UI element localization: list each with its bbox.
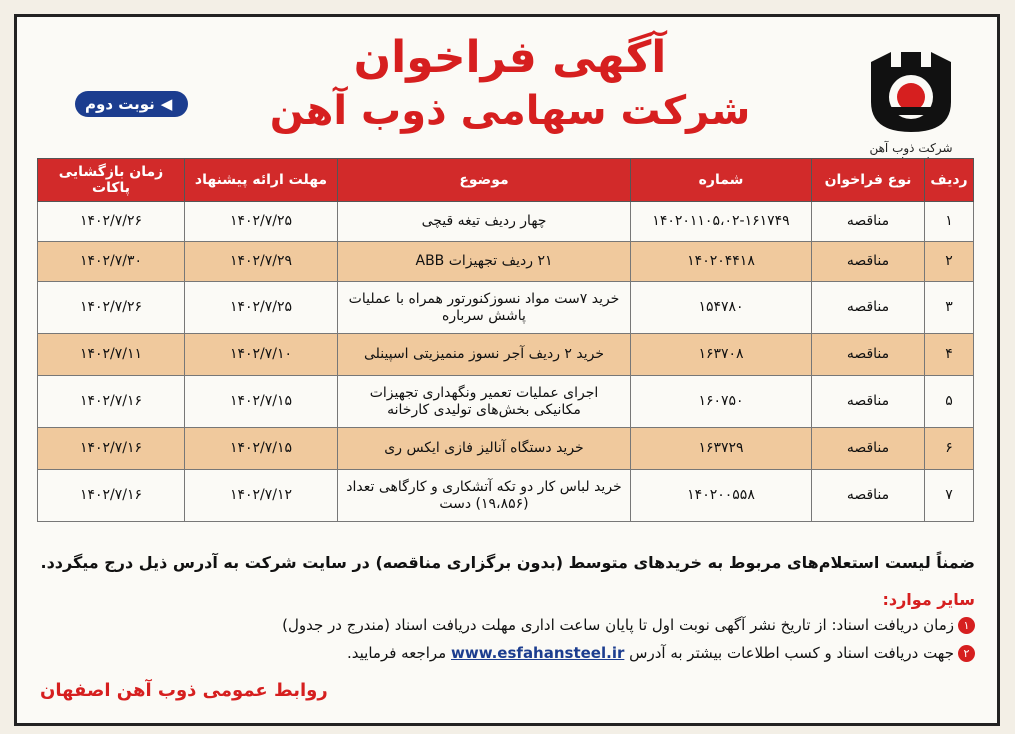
company-logo (851, 47, 971, 157)
header-subject-col: موضوع (338, 159, 631, 202)
esfahan-steel-logo-icon (861, 47, 961, 137)
row-index: ۶ (925, 428, 974, 470)
tender-number: ۱۶۳۷۲۹ (631, 428, 812, 470)
table-row (38, 376, 974, 428)
tender-type: مناقصه (812, 470, 925, 522)
tender-deadline: ۱۴۰۲/۷/۱۰ (185, 334, 338, 376)
tender-subject: خرید ۲ ردیف آجر نسوز منمیزیتی اسپینلی (338, 334, 631, 376)
row-index: ۵ (925, 376, 974, 428)
tender-type: مناقصه (812, 202, 925, 242)
tender-opening: ۱۴۰۲/۷/۱۶ (38, 376, 185, 428)
table-row (38, 428, 974, 470)
tender-deadline: ۱۴۰۲/۷/۱۵ (185, 376, 338, 428)
header-opening-col: زمان بازگشایی پاکات (38, 159, 185, 202)
tender-opening: ۱۴۰۲/۷/۳۰ (38, 242, 185, 282)
tender-type: مناقصه (812, 334, 925, 376)
table-row (38, 282, 974, 334)
row-index: ۴ (925, 334, 974, 376)
title-line2: شرکت سهامی ذوب آهن (269, 88, 751, 134)
tender-opening: ۱۴۰۲/۷/۱۱ (38, 334, 185, 376)
tender-number: ۱۶۳۷۰۸ (631, 334, 812, 376)
tender-opening: ۱۴۰۲/۷/۲۶ (38, 202, 185, 242)
arrow-icon: ◀ (160, 95, 173, 113)
document-address-item (45, 644, 975, 662)
document-time-text: زمان دریافت اسناد: از تاریخ نشر آگهی نوبت اول تا پایان ساعت اداری مهلت دریافت اسناد (مندرج در جدول) (282, 616, 954, 634)
row-index: ۳ (925, 282, 974, 334)
table-header-row (38, 159, 974, 202)
tender-number: ۱۴۰۲۰۰۵۵۸ (631, 470, 812, 522)
tender-number: ۱۴۰۲۰۴۴۱۸ (631, 242, 812, 282)
number-one-icon: ۱ (958, 617, 975, 634)
tender-type: مناقصه (812, 376, 925, 428)
tender-deadline: ۱۴۰۲/۷/۱۵ (185, 428, 338, 470)
tender-opening: ۱۴۰۲/۷/۱۶ (38, 428, 185, 470)
second-round-badge (75, 91, 188, 117)
tender-deadline: ۱۴۰۲/۷/۱۲ (185, 470, 338, 522)
document-address-text: جهت دریافت اسناد و کسب اطلاعات بیشتر به آدرس (629, 644, 954, 662)
tender-deadline: ۱۴۰۲/۷/۲۹ (185, 242, 338, 282)
header-number-col: شماره (631, 159, 812, 202)
number-two-icon: ۲ (958, 645, 975, 662)
tender-subject: ۲۱ ردیف تجهیزات ABB (338, 242, 631, 282)
tender-opening: ۱۴۰۲/۷/۲۶ (38, 282, 185, 334)
tender-type: مناقصه (812, 242, 925, 282)
tenders-table (37, 158, 974, 522)
website-link[interactable]: www.esfahansteel.ir (451, 644, 625, 662)
public-relations-signature: روابط عمومی ذوب آهن اصفهان (40, 680, 328, 701)
document-address-suffix: مراجعه فرمایید. (347, 644, 447, 662)
row-index: ۷ (925, 470, 974, 522)
tender-deadline: ۱۴۰۲/۷/۲۵ (185, 282, 338, 334)
tender-subject: اجرای عملیات تعمیر ونگهداری تجهیزات مکانیکی بخش‌های تولیدی کارخانه (338, 376, 631, 428)
inquiry-list-note: ضمناً لیست استعلام‌های مربوط به خریدهای متوسط (بدون برگزاری مناقصه) در سایت شرکت به آدرس ذیل درج میگردد. (40, 553, 975, 572)
table-row (38, 242, 974, 282)
tender-type: مناقصه (812, 428, 925, 470)
tender-number: ۱۶۰۷۵۰ (631, 376, 812, 428)
table-row (38, 202, 974, 242)
tender-number: ۱۵۴۷۸۰ (631, 282, 812, 334)
badge-label: نوبت دوم (85, 95, 155, 113)
table-row (38, 470, 974, 522)
tender-subject: خرید ۷ست مواد نسوزکنورتور همراه با عملیات پاشش سرباره (338, 282, 631, 334)
title-line1: آگهی فراخوان (353, 32, 667, 83)
row-index: ۲ (925, 242, 974, 282)
tender-type: مناقصه (812, 282, 925, 334)
tender-number: ۱۴۰۲۰۱۱۰۵،۰۲-۱۶۱۷۴۹ (631, 202, 812, 242)
header-type-col: نوع فراخوان (812, 159, 925, 202)
document-time-item (45, 616, 975, 634)
logo-caption: شرکت ذوب آهن (869, 141, 953, 155)
tender-subject: خرید دستگاه آنالیز فازی ایکس ری (338, 428, 631, 470)
tender-subject: خرید لباس کار دو تکه آتشکاری و کارگاهی تعداد (۱۹،۸۵۶) دست (338, 470, 631, 522)
header-deadline-col: مهلت ارائه پیشنهاد (185, 159, 338, 202)
tender-deadline: ۱۴۰۲/۷/۲۵ (185, 202, 338, 242)
tender-opening: ۱۴۰۲/۷/۱۶ (38, 470, 185, 522)
table-row (38, 334, 974, 376)
tender-subject: چهار ردیف تیغه قیچی (338, 202, 631, 242)
row-index: ۱ (925, 202, 974, 242)
header-row-col: ردیف (925, 159, 974, 202)
other-items-heading: سایر موارد: (882, 590, 975, 609)
